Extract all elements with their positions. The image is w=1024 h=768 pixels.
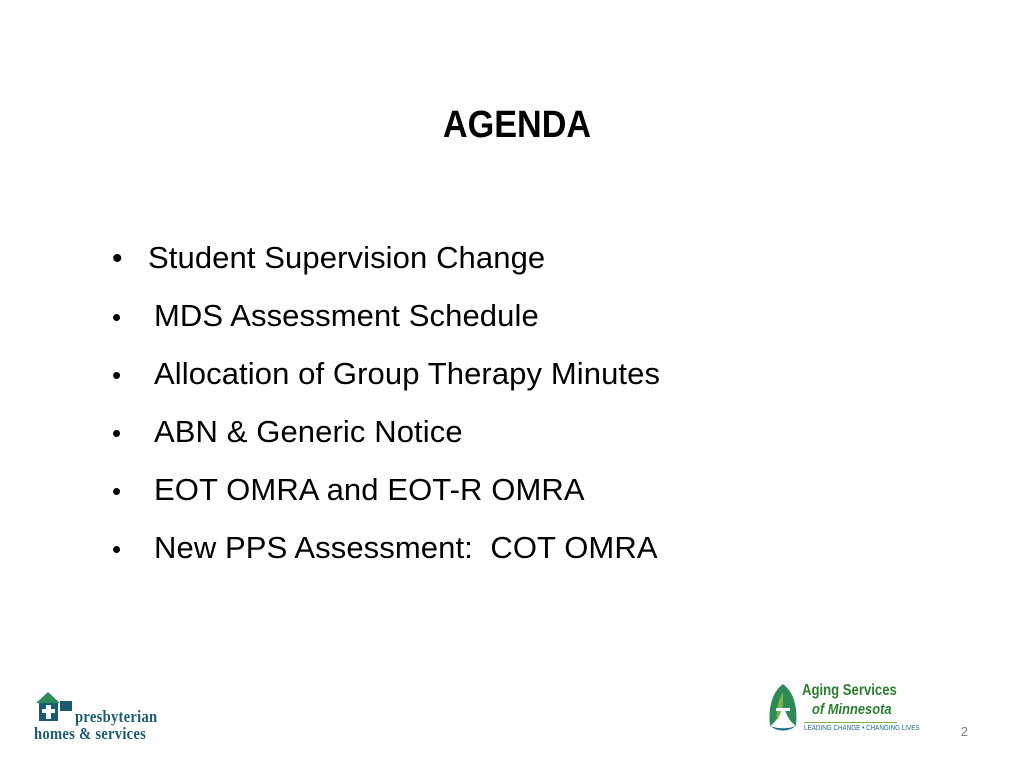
- agenda-item: [112, 235, 660, 293]
- agenda-item-text: New PPS Assessment: COT OMRA: [154, 530, 658, 565]
- logo-text-line2: of Minnesota: [812, 701, 892, 718]
- presbyterian-homes-logo: [34, 689, 158, 745]
- house-cross-icon: [34, 689, 74, 723]
- bullet-icon: •: [112, 418, 122, 448]
- agenda-item-text: Student Supervision Change: [148, 240, 546, 275]
- logo-tagline: LEADING CHANGE • CHANGING LIVES: [804, 725, 920, 732]
- logo-text-line2: homes & services: [34, 724, 147, 743]
- agenda-item-text: MDS Assessment Schedule: [154, 298, 539, 333]
- letter-a-leaf-icon: [766, 682, 800, 736]
- bullet-icon: •: [112, 302, 122, 332]
- slide-title: AGENDA: [442, 104, 592, 146]
- bullet-icon: •: [112, 534, 122, 564]
- bullet-icon: •: [112, 476, 122, 506]
- agenda-item: [112, 467, 660, 525]
- page-number: 2: [960, 724, 968, 739]
- agenda-item: [112, 525, 660, 583]
- agenda-item-text: EOT OMRA and EOT-R OMRA: [154, 472, 585, 507]
- agenda-item-text: Allocation of Group Therapy Minutes: [154, 356, 661, 391]
- aging-services-logo: [766, 680, 920, 740]
- bullet-icon: •: [112, 242, 123, 275]
- logo-divider: [804, 722, 897, 723]
- agenda-list: [112, 235, 660, 583]
- agenda-item: [112, 293, 660, 351]
- agenda-item: [112, 409, 660, 467]
- agenda-item-text: ABN & Generic Notice: [154, 414, 463, 449]
- logo-text-line1: presbyterian: [75, 707, 158, 726]
- logo-text-line1: Aging Services: [802, 682, 897, 699]
- bullet-icon: •: [112, 360, 122, 390]
- agenda-item: [112, 351, 660, 409]
